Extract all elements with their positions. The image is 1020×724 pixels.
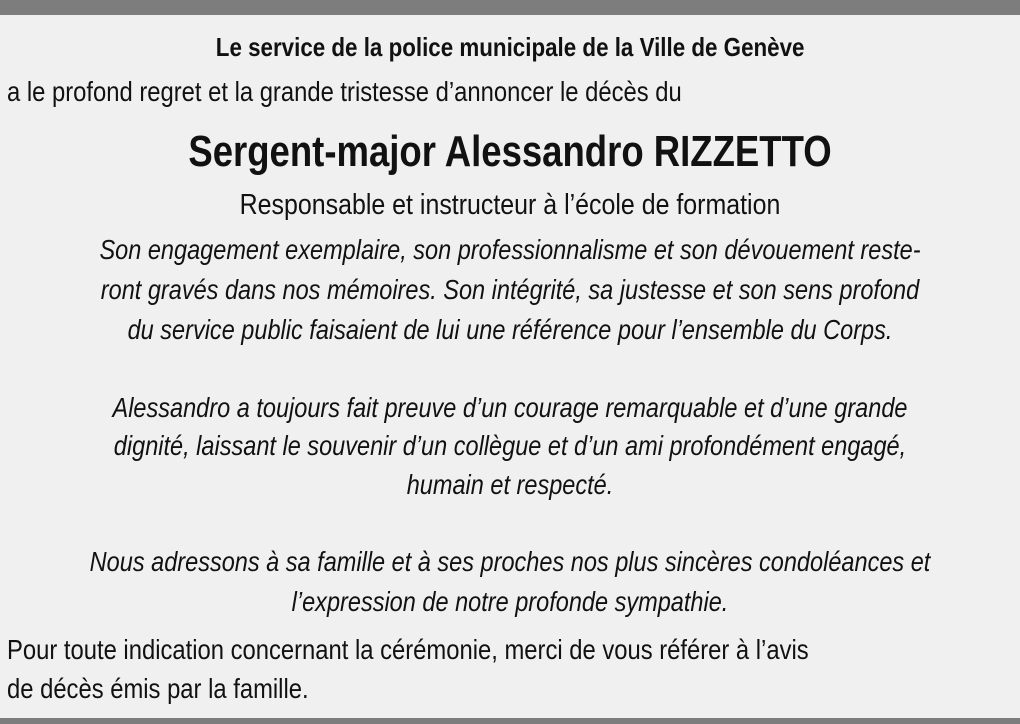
tribute-line: dignité, laissant le souvenir d’un collègue et d’un ami profondément engagé, bbox=[113, 430, 907, 461]
top-border-bar bbox=[0, 0, 1020, 15]
deceased-role: Responsable et instructeur à l’école de formation bbox=[239, 189, 781, 221]
tribute-line: du service public faisaient de lui une référence pour l’ensemble du Corps. bbox=[127, 314, 893, 345]
deceased-name: Sergent-major Alessandro RIZZETTO bbox=[188, 127, 832, 176]
tribute-line: ront gravés dans nos mémoires. Son intégrité, sa justesse et son sens profond bbox=[100, 274, 920, 305]
condolences-line: Nous adressons à sa famille et à ses proches nos plus sincères condoléances et bbox=[89, 546, 931, 577]
bottom-border-bar bbox=[0, 718, 1020, 724]
tribute-line: Son engagement exemplaire, son professionnalisme et son dévouement reste- bbox=[99, 234, 921, 265]
tribute-line: humain et respecté. bbox=[406, 469, 614, 500]
condolences-line: l’expression de notre profonde sympathie. bbox=[291, 586, 729, 617]
ceremony-info-line: de décès émis par la famille. bbox=[7, 673, 309, 704]
ceremony-info-line: Pour toute indication concernant la cérémonie, merci de vous référer à l’avis bbox=[7, 634, 809, 665]
notice-header: Le service de la police municipale de la Ville de Genève bbox=[215, 32, 805, 62]
notice-intro: a le profond regret et la grande tristesse d’annoncer le décès du bbox=[7, 76, 682, 107]
tribute-line: Alessandro a toujours fait preuve d’un courage remarquable et d’une grande bbox=[112, 392, 908, 423]
